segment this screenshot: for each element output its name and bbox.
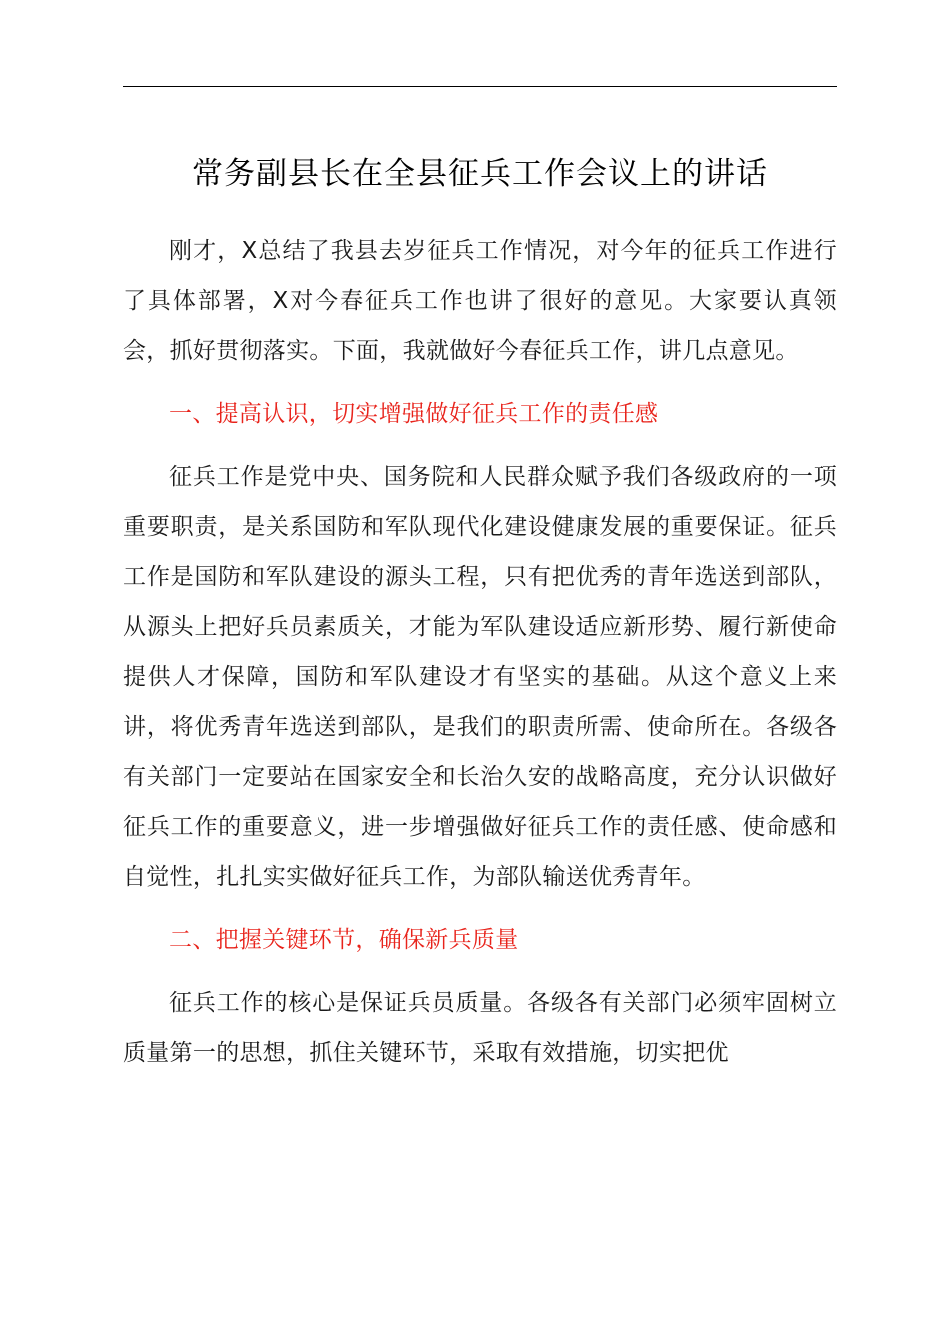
- section-body-1: 征兵工作是党中央、国务院和人民群众赋予我们各级政府的一项重要职责，是关系国防和军队现代化建设健康发展的重要保证。征兵工作是国防和军队建设的源头工程，只有把优秀的青年选送到部队，从源头上把好兵员素质关，才能为军队建设适应新形势、履行新使命提供人才保障，国防和军队建设才有坚实的基础。从这个意义上来讲，将优秀青年选送到部队，是我们的职责所需、使命所在。各级各有关部门一定要站在国家安全和长治久安的战略高度，充分认识做好征兵工作的重要意义，进一步增强做好征兵工作的责任感、使命感和自觉性，扎扎实实做好征兵工作，为部队输送优秀青年。: [123, 464, 837, 890]
- document-content: [123, 150, 837, 1078]
- section-heading-2: 二、把握关键环节，确保新兵质量: [169, 927, 519, 953]
- document-title: 常务副县长在全县征兵工作会议上的讲话: [192, 156, 768, 192]
- section-body-2: 征兵工作的核心是保证兵员质量。各级各有关部门必须牢固树立质量第一的思想，抓住关键环节，采取有效措施，切实把优: [123, 990, 837, 1066]
- intro-paragraph: 刚才，X总结了我县去岁征兵工作情况，对今年的征兵工作进行了具体部署，X对今春征兵工作也讲了很好的意见。大家要认真领会，抓好贯彻落实。下面，我就做好今春征兵工作，讲几点意见。: [123, 238, 837, 364]
- header-rule: [123, 86, 837, 87]
- section-heading-1: 一、提高认识，切实增强做好征兵工作的责任感: [169, 401, 659, 427]
